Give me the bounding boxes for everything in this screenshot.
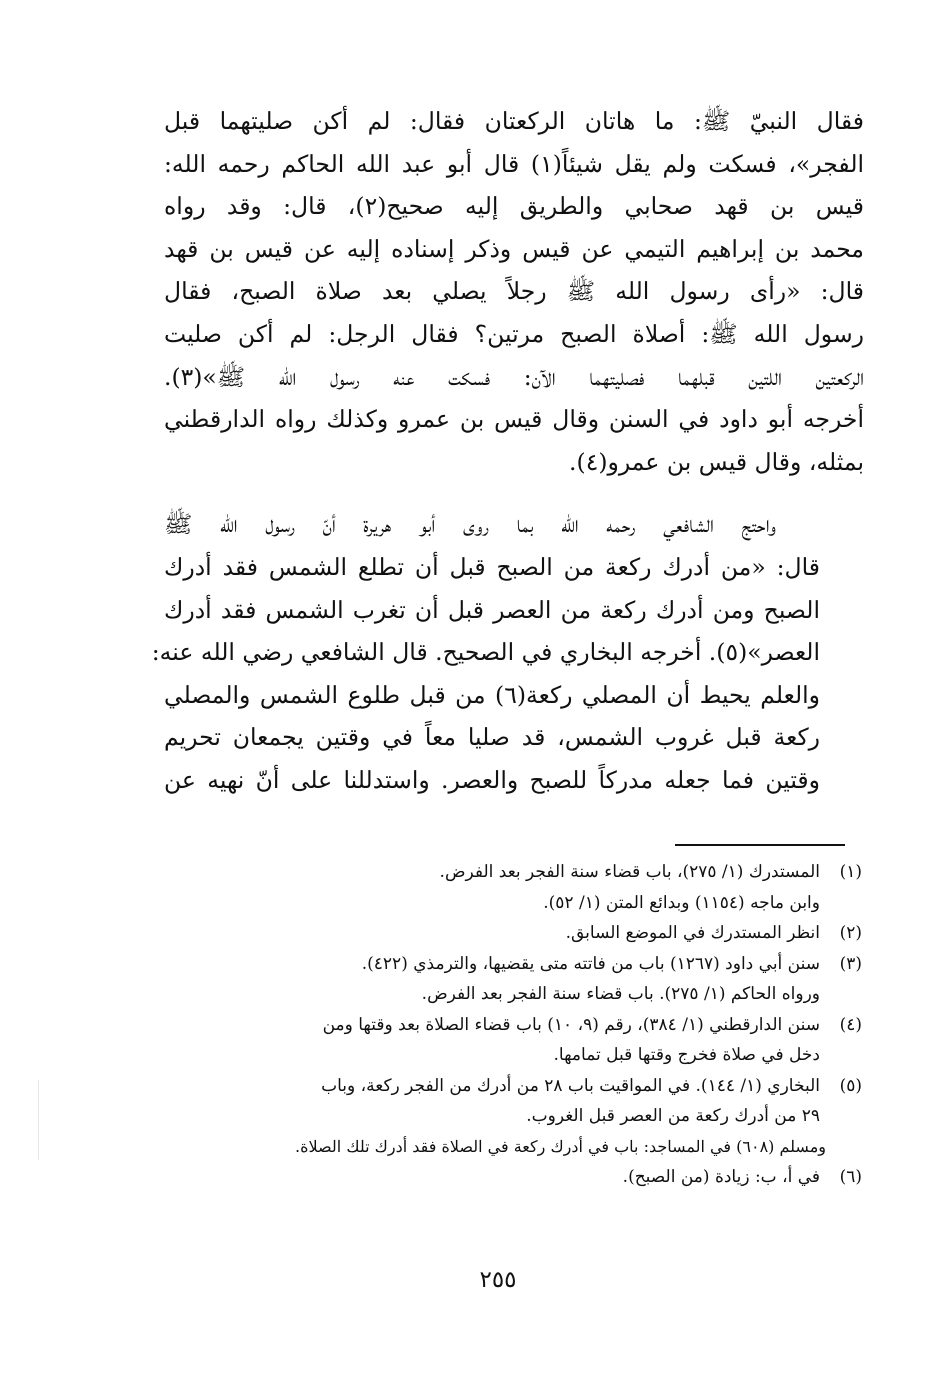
footnote-number: (٥) — [839, 1075, 862, 1096]
footnote-line: ومسلم (٦٠٨) في المساجد: باب في أدرك ركعة في الصلاة فقد أدرك تلك الصلاة. — [295, 1136, 826, 1156]
footnote — [162, 1162, 862, 1193]
paragraph-1 — [164, 100, 864, 483]
footnote-number: (٤) — [839, 1014, 862, 1035]
footnote-line: انظر المستدرك في الموضع السابق. — [565, 923, 820, 943]
footnote-line: ورواه الحاكم (١/ ٢٧٥). باب قضاء سنة الفجر بعد الفرض. — [421, 984, 820, 1004]
footnote — [162, 1071, 862, 1163]
text-line: رسول الله ﷺ: أصلاة الصبح مرتين؟ فقال الرجل: لم أكن صليت — [164, 319, 864, 348]
text-line: العصر»(٥). أخرجه البخاري في الصحيح. قال الشافعي رضي الله عنه: — [151, 638, 820, 667]
text-line: فقال النبيّ ﷺ: ما هاتان الركعتان فقال: لم أكن صليتهما قبل — [164, 107, 864, 135]
footnote-divider — [675, 844, 845, 846]
text-line: الفجر»، فسكت ولم يقل شيئاً(١) قال أبو عبد الله الحاكم رحمه الله: — [164, 149, 865, 178]
text-line: واحتج الشافعي رحمه الله بما روى أبو هريرة أنّ رسول الله ﷺ — [164, 510, 776, 539]
text-line: بمثله، وقال قيس بن عمرو(٤). — [569, 447, 864, 476]
text-line: الركعتين اللتين قبلهما فصليتهما الآن: فسكت عنه رسول الله ﷺ»(٣). — [164, 362, 864, 391]
footnote-number: (٣) — [839, 953, 862, 974]
text-line: محمد بن إبراهيم التيمي عن قيس وذكر إسناده إليه عن قيس بن قهد — [164, 234, 864, 263]
footnote — [162, 1010, 862, 1071]
footnotes — [162, 857, 862, 1193]
footnote-line: دخل في صلاة فخرج وقتها قبل تمامها. — [553, 1045, 820, 1065]
footnote-number: (٦) — [839, 1167, 862, 1187]
footnote-line: المستدرك (١/ ٢٧٥)، باب قضاء سنة الفجر بعد الفرض. — [439, 862, 820, 882]
footnote-line: سنن الدارقطني (١/ ٣٨٤)، رقم (٩، ١٠) باب قضاء الصلاة بعد وقتها ومن — [322, 1014, 820, 1035]
scan-margin-mark — [38, 1080, 39, 1160]
text-line: قال: «رأى رسول الله ﷺ رجلاً يصلي بعد صلاة الصبح، فقال — [164, 277, 864, 306]
footnote-line: سنن أبي داود (١٢٦٧) باب من فاتته متى يقضيها، والترمذي (٤٢٢). — [361, 953, 820, 974]
footnote-line: وابن ماجه (١١٥٤) وبدائع المتن (١/ ٥٢). — [543, 892, 820, 913]
text-line: والعلم يحيط أن المصلي ركعة(٦) من قبل طلوع الشمس والمصلي — [164, 680, 820, 709]
text-line: الصبح ومن أدرك ركعة من العصر قبل أن تغرب الشمس فقد أدرك — [164, 595, 820, 624]
footnote-number: (٢) — [839, 923, 862, 943]
footnote — [162, 918, 862, 949]
text-line: ركعة قبل غروب الشمس، قد صليا معاً في وقتين يجمعان تحريم — [164, 723, 820, 752]
footnote — [162, 949, 862, 1010]
footnote-number: (١) — [839, 862, 862, 882]
text-line: أخرجه أبو داود في السنن وقال قيس بن عمرو وكذلك رواه الدارقطني — [164, 405, 864, 434]
paragraph-2 — [151, 503, 864, 801]
footnote-line: البخاري (١/ ١٤٤). في المواقيت باب ٢٨ من أدرك من الفجر ركعة، وباب — [321, 1075, 820, 1096]
page-number: ٢٥٥ — [479, 1267, 517, 1293]
text-line: قيس بن قهد صحابي والطريق إليه صحيح(٢)، قال: وقد رواه — [164, 192, 864, 221]
main-text — [151, 100, 865, 802]
text-line: وقتين فما جعله مدركاً للصبح والعصر. واستدللنا على أنّ نهيه عن — [164, 765, 820, 794]
footnote-line: ٢٩ من أدرك ركعة من العصر قبل الغروب. — [526, 1106, 820, 1126]
footnote-line: في أ، ب: زيادة (من الصبح). — [622, 1167, 820, 1187]
text-line: قال: «من أدرك ركعة من الصبح قبل أن تطلع الشمس فقد أدرك — [164, 552, 820, 581]
footnote — [162, 857, 862, 918]
